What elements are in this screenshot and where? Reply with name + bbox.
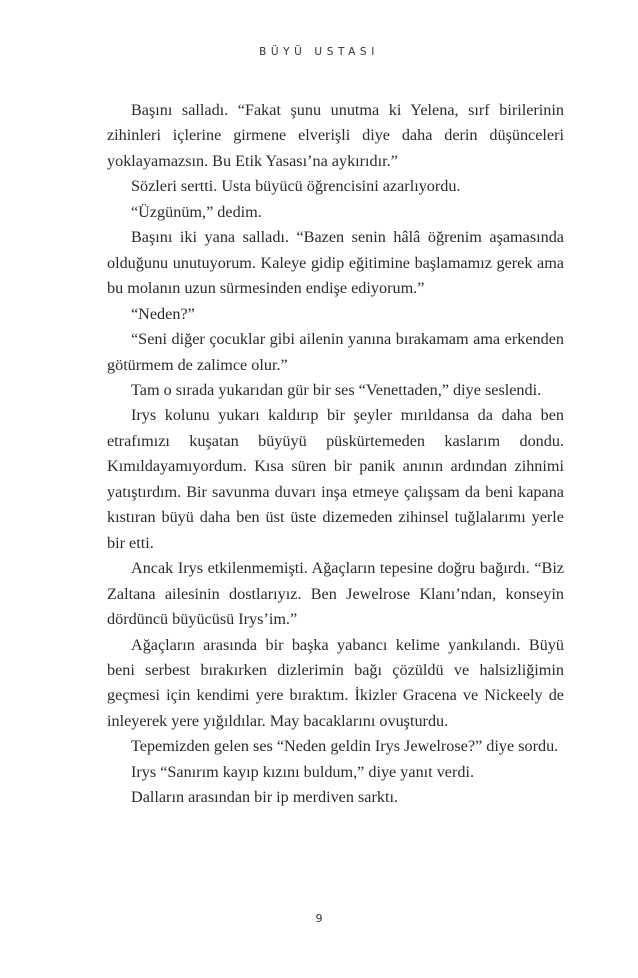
running-head: BÜYÜ USTASI [259,46,379,58]
paragraph: Ancak Irys etkilenmemişti. Ağaçların tepesine doğru bağırdı. “Biz Zaltana ailesinin dostlarıyız. Ben Jewelrose Klanı’ndan, konseyin dördüncü büyücüsü Irys’im.” [107,559,564,629]
paragraph: Tepemizden gelen ses “Neden geldin Irys Jewelrose?” diye sordu. [131,737,559,756]
paragraph: Sözleri sertti. Usta büyücü öğrencisini azarlıyordu. [131,177,461,196]
paragraph: “Seni diğer çocuklar gibi ailenin yanına bırakamam ama erkenden götürmem de zalimce olur.” [107,330,564,374]
paragraph: Dalların arasından bir ip merdiven sarktı. [131,788,399,807]
paragraph: Ağaçların arasında bir başka yabancı kelime yankılandı. Büyü beni serbest bırakırken dizlerimin bağı çözüldü ve halsizliğimin geçmesi için kendimi yere bıraktım. İkizler Gracena ve Nickeely de inleyerek yere yığıldılar. May bacaklarını ovuşturdu. [107,635,564,730]
paragraph: Irys kolunu yukarı kaldırıp bir şeyler mırıldansa da daha ben etrafımızı kuşatan büyüyü püskürtemeden kaslarım dondu. Kımıldayamıyordum. Kısa süren bir panik anının ardından zihnimi yatıştırdım. Bir savunma duvarı inşa etmeye çalışsam da beni kapana kıstıran büyü daha ben üst üste dizemeden zihinsel tuğlalarımı yerle bir etti. [107,406,564,552]
paragraph: Tam o sırada yukarıdan gür bir ses “Venettaden,” diye seslendi. [131,380,542,399]
paragraph: “Neden?” [131,304,195,323]
paragraph: Başını salladı. “Fakat şunu unutma ki Yelena, sırf birilerinin zihinleri içlerine girmene elverişli diye daha derin düşünceleri yoklayamazsın. Bu Etik Yasası’na aykırıdır.” [107,101,564,170]
paragraph: Başını iki yana salladı. “Bazen senin hâlâ öğrenim aşamasında olduğunu unutuyorum. Kaleye gidip eğitimine başlamamız gerek ama bu molanın uzun sürmesinden endişe ediyorum.” [107,228,564,298]
paragraph: Irys “Sanırım kayıp kızını buldum,” diye yanıt verdi. [131,762,475,781]
body-text [107,98,564,811]
paragraph: “Üzgünüm,” dedim. [131,202,262,221]
page-number: 9 [315,912,323,925]
